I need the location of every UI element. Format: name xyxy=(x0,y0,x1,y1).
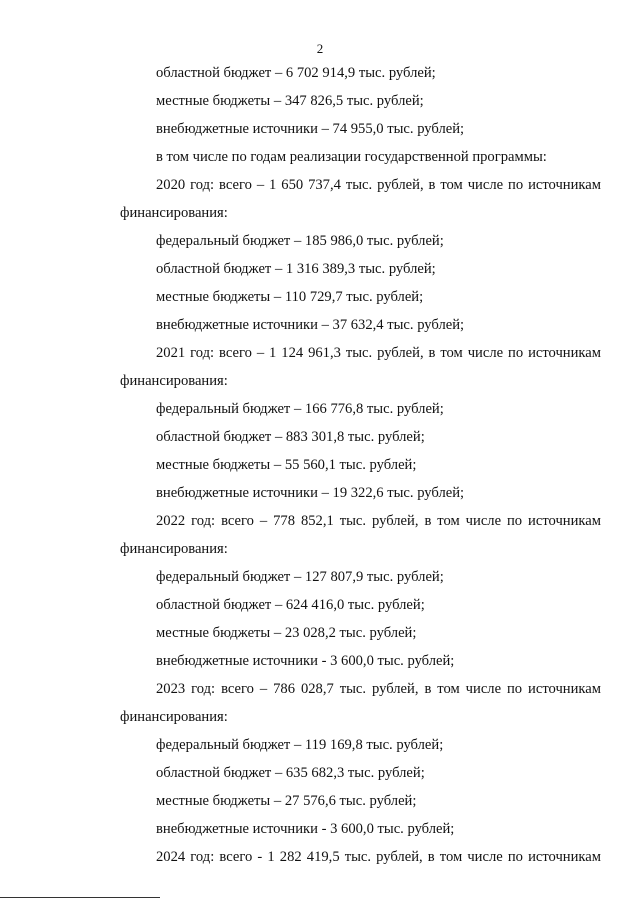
text-line: в том числе по годам реализации государственной программы: xyxy=(156,149,547,165)
text-line: местные бюджеты – 23 028,2 тыс. рублей; xyxy=(156,625,417,641)
text-line: 2021 год: всего – 1 124 961,3 тыс. рублей, в том числе по источникам xyxy=(156,345,601,361)
text-line: областной бюджет – 6 702 914,9 тыс. рублей; xyxy=(156,65,436,81)
text-line: федеральный бюджет – 127 807,9 тыс. рублей; xyxy=(156,569,444,585)
text-line: федеральный бюджет – 119 169,8 тыс. рублей; xyxy=(156,737,444,753)
text-line: областной бюджет – 624 416,0 тыс. рублей; xyxy=(156,597,425,613)
text-line: местные бюджеты – 110 729,7 тыс. рублей; xyxy=(156,289,424,305)
text-line: 2023 год: всего – 786 028,7 тыс. рублей, в том числе по источникам xyxy=(156,681,601,697)
text-line: внебюджетные источники – 74 955,0 тыс. рублей; xyxy=(156,121,465,137)
text-line: федеральный бюджет – 185 986,0 тыс. рублей; xyxy=(156,233,444,249)
page-number: 2 xyxy=(316,41,324,56)
text-line: финансирования: xyxy=(120,205,228,221)
text-line: областной бюджет – 635 682,3 тыс. рублей; xyxy=(156,765,425,781)
text-line: местные бюджеты – 55 560,1 тыс. рублей; xyxy=(156,457,417,473)
text-line: 2020 год: всего – 1 650 737,4 тыс. рублей, в том числе по источникам xyxy=(156,177,601,193)
text-line: 2022 год: всего – 778 852,1 тыс. рублей, в том числе по источникам xyxy=(156,513,601,529)
text-line: внебюджетные источники - 3 600,0 тыс. рублей; xyxy=(156,653,455,669)
text-line: внебюджетные источники - 3 600,0 тыс. рублей; xyxy=(156,821,455,837)
footer-rule xyxy=(0,897,160,898)
text-line: внебюджетные источники – 19 322,6 тыс. рублей; xyxy=(156,485,465,501)
text-line: финансирования: xyxy=(120,709,228,725)
text-line: финансирования: xyxy=(120,373,228,389)
text-line: местные бюджеты – 27 576,6 тыс. рублей; xyxy=(156,793,417,809)
text-line: областной бюджет – 1 316 389,3 тыс. рублей; xyxy=(156,261,436,277)
text-line: внебюджетные источники – 37 632,4 тыс. рублей; xyxy=(156,317,465,333)
text-line: федеральный бюджет – 166 776,8 тыс. рублей; xyxy=(156,401,444,417)
text-line: областной бюджет – 883 301,8 тыс. рублей; xyxy=(156,429,425,445)
text-line: финансирования: xyxy=(120,541,228,557)
text-line: местные бюджеты – 347 826,5 тыс. рублей; xyxy=(156,93,424,109)
text-line: 2024 год: всего - 1 282 419,5 тыс. рублей, в том числе по источникам xyxy=(156,849,601,865)
